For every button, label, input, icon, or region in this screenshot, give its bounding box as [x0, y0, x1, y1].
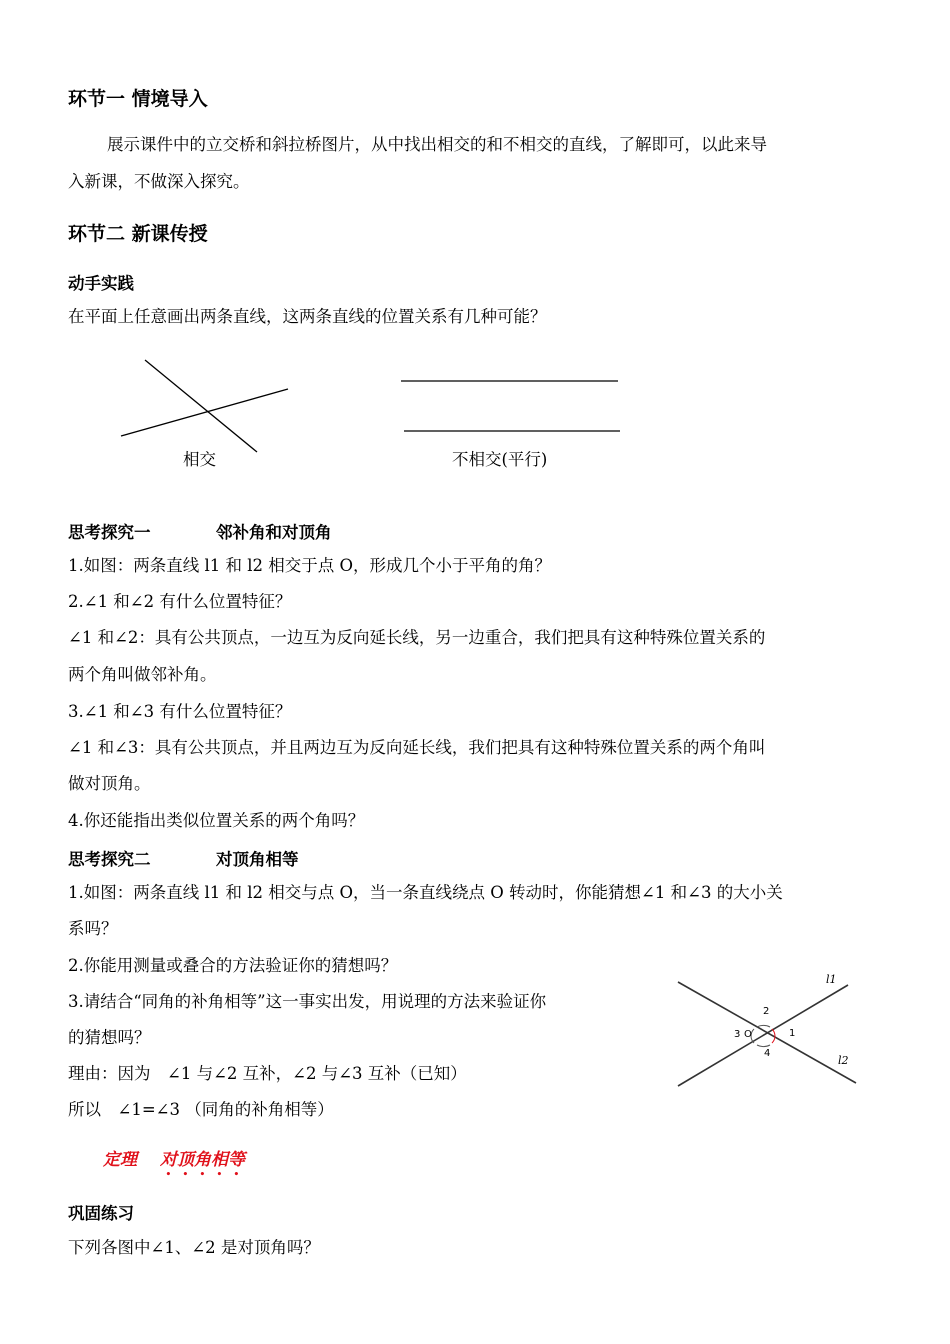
explore-2-q3-line-1: 3.请结合“同角的补角相等”这一事实出发，用说理的方法来验证你 — [68, 992, 547, 1011]
parallel-label: 不相交(平行) — [452, 450, 548, 469]
explore-2-q2: 2.你能用测量或叠合的方法验证你的猜想吗？ — [68, 956, 398, 975]
practice-heading: 动手实践 — [68, 274, 134, 293]
explore-1-q2: 2.∠1 和∠2 有什么位置特征？ — [68, 592, 292, 611]
angle-2-label: 2 — [763, 1006, 770, 1017]
vertex-o-label: O — [744, 1029, 752, 1040]
section-2-title: 环节二 新课传授 — [68, 223, 208, 245]
explore-1-q3: 3.∠1 和∠3 有什么位置特征？ — [68, 702, 292, 721]
theorem-content: 对顶角相等 — [160, 1150, 245, 1170]
explore-1-subtitle: 邻补角和对顶角 — [216, 523, 332, 542]
section-1-para-line-2: 入新课，不做深入探究。 — [68, 172, 250, 191]
angle-3-label: 3 — [734, 1029, 741, 1040]
practice-question-2: 下列各图中∠1、∠2 是对顶角吗？ — [68, 1238, 320, 1257]
explore-2-q3-line-2: 的猜想吗？ — [68, 1028, 151, 1047]
theorem-label: 定理 — [103, 1150, 137, 1170]
line-l1 — [678, 985, 848, 1086]
explore-1-title: 思考探究一 — [68, 523, 151, 542]
explore-2-q1-line-1: 1.如图：两条直线 l1 和 l2 相交与点 O，当一条直线绕点 O 转动时，你能猜想∠1 和∠3 的大小关 — [68, 883, 783, 902]
l1-label: l1 — [826, 973, 837, 986]
explore-2-conclusion: 所以 ∠1=∠3 （同角的补角相等） — [68, 1100, 334, 1119]
explore-1-a2-line-2: 两个角叫做邻补角。 — [68, 665, 217, 684]
intersect-label: 相交 — [183, 450, 216, 469]
explore-2-reason: 理由：因为 ∠1 与∠2 互补，∠2 与∠3 互补（已知） — [68, 1064, 467, 1083]
angle-1-label: 1 — [789, 1028, 796, 1039]
section-1-title: 环节一 情境导入 — [68, 88, 208, 110]
practice-title: 巩固练习 — [68, 1204, 134, 1223]
explore-1-a2-line-1: ∠1 和∠2：具有公共顶点，一边互为反向延长线，另一边重合，我们把具有这种特殊位置关系的 — [68, 628, 766, 647]
explore-2-q1-line-2: 系吗？ — [68, 919, 118, 938]
explore-1-q4: 4.你还能指出类似位置关系的两个角吗？ — [68, 811, 365, 830]
angle-4-arc — [757, 1045, 770, 1047]
explore-1-q1: 1.如图：两条直线 l1 和 l2 相交于点 O，形成几个小于平角的角？ — [68, 556, 552, 575]
angle-4-label: 4 — [764, 1048, 771, 1059]
angle-2-arc — [757, 1025, 770, 1027]
section-1-para-line-1: 展示课件中的立交桥和斜拉桥图片，从中找出相交的和不相交的直线，了解即可，以此来导 — [107, 135, 767, 154]
explore-2-title: 思考探究二 — [68, 850, 151, 869]
l2-label: l2 — [838, 1054, 849, 1067]
explore-1-a3-line-1: ∠1 和∠3：具有公共顶点，并且两边互为反向延长线，我们把具有这种特殊位置关系的两个角叫 — [68, 738, 766, 757]
explore-2-subtitle: 对顶角相等 — [216, 850, 299, 869]
practice-question: 在平面上任意画出两条直线，这两条直线的位置关系有几种可能？ — [68, 307, 547, 326]
explore-1-a3-line-2: 做对顶角。 — [68, 774, 151, 793]
